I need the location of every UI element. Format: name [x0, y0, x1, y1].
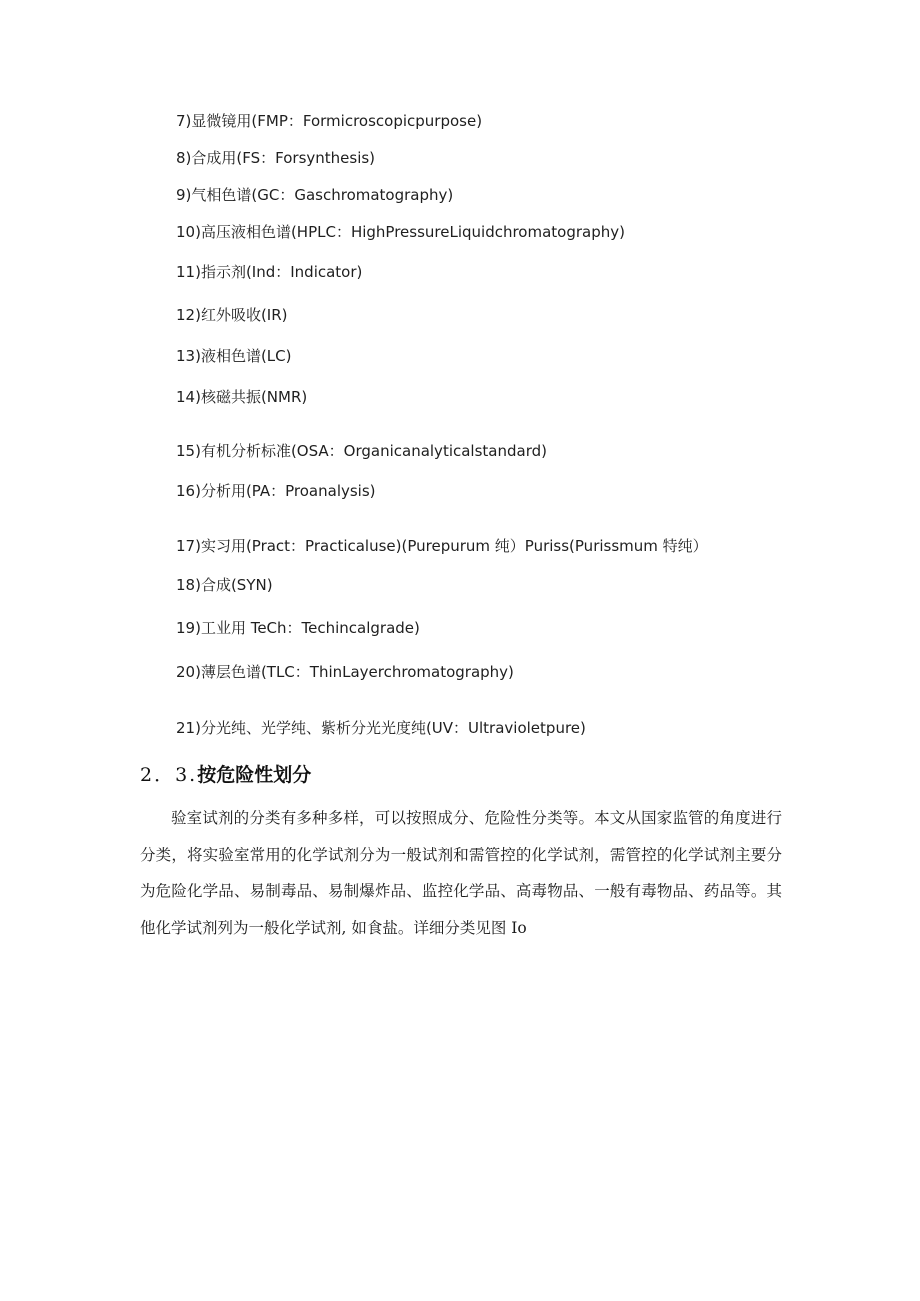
list-item: 17)实习用(Pract：Practicaluse)(Purepurum 纯）Puriss(Purissmum 特纯）	[176, 537, 708, 555]
list-item: 14)核磁共振(NMR)	[176, 388, 308, 406]
list-item: 20)薄层色谱(TLC：ThinLayerchromatography)	[176, 663, 514, 681]
body-paragraph: 验室试剂的分类有多种多样，可以按照成分、危险性分类等。本文从国家监管的角度进行分类，将实验室常用的化学试剂分为一般试剂和需管控的化学试剂，需管控的化学试剂主要分为危险化学品、易制毒品、易制爆炸品、监控化学品、高毒物品、一般有毒物品、药品等。其他化学试剂列为一般化学试剂, 如食盐。详细分类见图 Io	[140, 809, 782, 937]
list-item: 21)分光纯、光学纯、紫析分光光度纯(UV：Ultravioletpure)	[176, 719, 586, 737]
list-item: 18)合成(SYN)	[176, 576, 273, 594]
section-title: 按危险性划分	[197, 764, 312, 786]
list-item: 12)红外吸收(IR)	[176, 306, 288, 324]
list-item: 19)工业用 TeCh：Techincalgrade)	[176, 619, 420, 637]
section-heading	[140, 762, 311, 788]
list-item: 8)合成用(FS：Forsynthesis)	[176, 149, 376, 167]
list-item: 16)分析用(PA：Proanalysis)	[176, 482, 376, 500]
list-item: 9)气相色谱(GC：Gaschromatography)	[176, 186, 454, 204]
section-number: 2．3.	[140, 764, 198, 786]
list-item: 7)显微镜用(FMP：Formicroscopicpurpose)	[176, 112, 483, 130]
list-item: 10)高压液相色谱(HPLC：HighPressureLiquidchromatography)	[176, 223, 625, 241]
list-item: 15)有机分析标准(OSA：Organicanalyticalstandard)	[176, 442, 547, 460]
list-item: 13)液相色谱(LC)	[176, 347, 292, 365]
list-item: 11)指示剂(Ind：Indicator)	[176, 263, 363, 281]
